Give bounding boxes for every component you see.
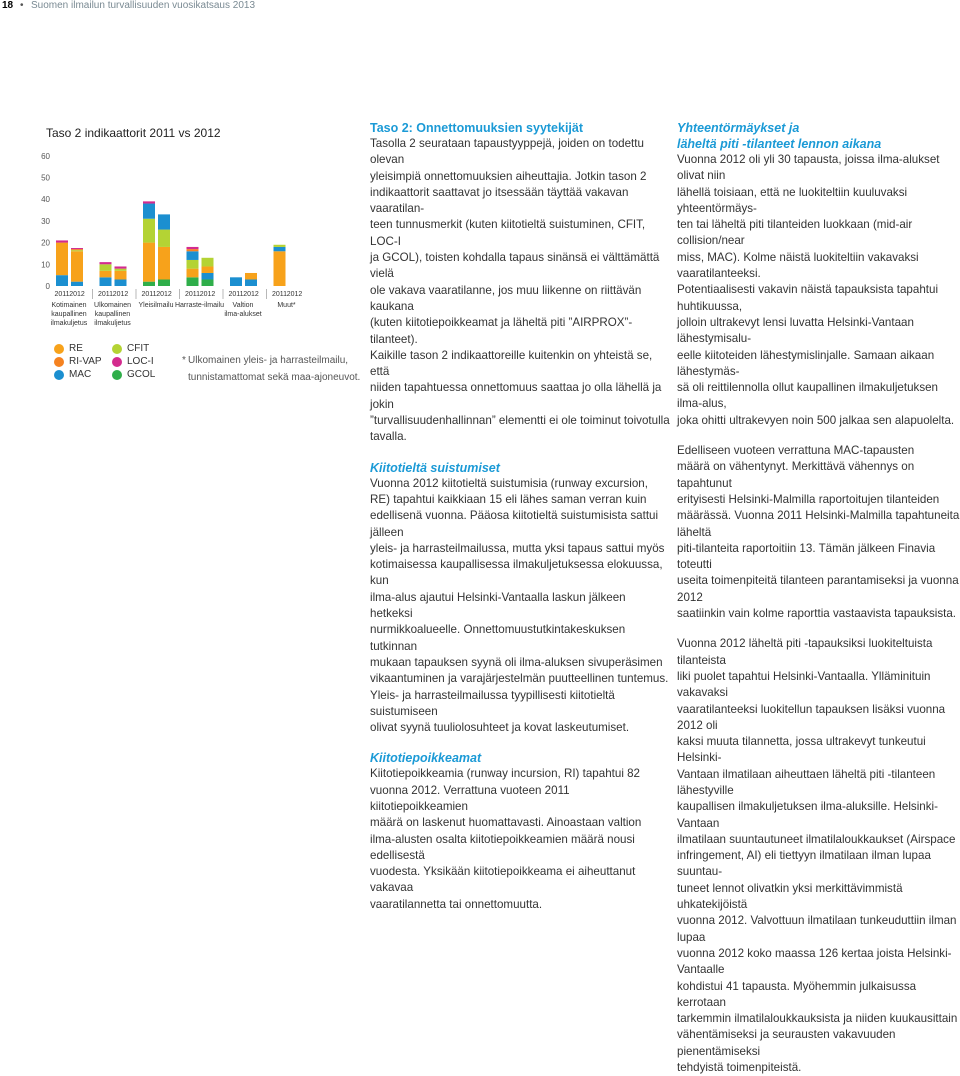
section-heading-onnettomuuksien-syytekijat: Taso 2: Onnettomuuksien syytekijät — [370, 121, 584, 135]
x-group-label: Ulkomainen — [94, 302, 131, 309]
x-group-label: ilma-alukset — [224, 311, 262, 318]
syytekijat-line: ”turvallisuudenhallinnan” elementti ei ole toiminut toivotulla — [370, 414, 670, 428]
page-header — [0, 0, 960, 12]
legend-swatch — [112, 357, 122, 367]
bar-segment-re — [274, 251, 286, 286]
y-tick-label: 40 — [41, 195, 50, 205]
syytekijat-line: tavalla. — [370, 430, 407, 444]
helsinki-vantaa-line: vuonna 2012. Valvottuun ilmatilaan tunkeuduttiin ilman lupaa — [677, 914, 957, 944]
helsinki-vantaa-line: infringement, AI) eli tiettyyn ilmatilaan ilman lupaa suuntau- — [677, 849, 931, 879]
helsinki-vantaa-line: vuonna 2012 koko maassa 126 kertaa joista Helsinki-Vantaalle — [677, 946, 952, 977]
suistumiset-line: mukaan tapauksen syynä oli ilma-aluksen sivuperäsimen — [370, 655, 663, 669]
x-year-label: 2012 — [286, 291, 303, 298]
bar-segment-cfit — [71, 250, 83, 251]
yhteentormaykset-line: miss, MAC). Kolme näistä luokiteltiin vakavaksi vaaratilanteeksi. — [677, 250, 919, 281]
yhteentormaykset-line: Vuonna 2012 oli yli 30 tapausta, joissa ilma-alukset olivat niin — [677, 153, 940, 183]
x-year-label: 2012 — [69, 291, 85, 298]
syytekijat-line: ja GCOL), toisten kohdalla tapaus sinänsä ei välttämättä vielä — [370, 251, 660, 281]
kiitotiepoikkeamat-line: määrä on laskenut huomattavasti. Ainoastaan valtion — [370, 816, 642, 830]
yhteentormaykset-line: eelle kiitoteiden lähestymislinjalle. Samaan aikaan lähestymäs- — [677, 348, 935, 378]
header-bullet: • — [20, 0, 24, 11]
footnote-mark: * — [182, 355, 186, 366]
x-year-label: 2012 — [156, 291, 172, 298]
bar-segment-cfit — [115, 269, 127, 271]
y-tick-label: 30 — [41, 216, 50, 226]
x-group-label: kaupallinen — [51, 311, 87, 318]
bar-segment-ri-vap — [71, 249, 83, 250]
section-body-mac-tapaukset — [677, 443, 960, 622]
helsinki-vantaa-line: Vantaan ilmatilaan aiheuttaen läheltä piti -tilanteen lähestyville — [677, 767, 936, 797]
x-group-label: Yleisilmailu — [138, 302, 174, 309]
bar-segment-gcol — [187, 277, 199, 286]
helsinki-vantaa-line: kaupallisen ilmakuljetuksen ilma-aluksille. Helsinki-Vantaan — [677, 800, 938, 830]
x-year-label: 2011 — [271, 291, 288, 298]
bar-segment-loc-i — [71, 248, 83, 249]
bar-segment-cfit — [187, 260, 199, 269]
section-body-syytekijat — [370, 136, 670, 446]
mac-tapaukset-line: määrässä. Vuonna 2011 Helsinki-Malmilla tapahtuneita läheltä — [677, 509, 960, 539]
chart-footnote — [182, 352, 361, 386]
suistumiset-line: edellisenä vuonna. Pääosa kiitotieltä suistumisista sattui jälleen — [370, 509, 659, 539]
legend-label: RI-VAP — [69, 356, 102, 367]
syytekijat-line: (kuten kiitotiepoikkeamat ja läheltä piti ”AIRPROX”-tilanteet). — [370, 316, 633, 346]
suistumiset-line: Vuonna 2012 kiitotieltä suistumisia (runway excursion, — [370, 476, 648, 490]
syytekijat-line: ole vakava vaaratilanne, jos muu liikenne on riittävän kaukana — [370, 283, 642, 313]
y-tick-label: 50 — [41, 173, 50, 183]
section-body-suistumiset — [370, 476, 670, 737]
x-group-label: Muut* — [277, 302, 296, 309]
bar-segment-mac — [230, 277, 242, 286]
text-column-3 — [677, 120, 960, 1076]
mac-tapaukset-line: erityisesti Helsinki-Malmilla raportoitujen tilanteiden — [677, 492, 940, 506]
suistumiset-line: nurmikkoalueelle. Onnettomuustutkintakeskuksen tutkinnan — [370, 623, 626, 653]
publication-title: Suomen ilmailun turvallisuuden vuosikatsaus 2013 — [31, 0, 256, 11]
bar-segment-mac — [143, 204, 155, 219]
yhteentormaykset-line: ten tai läheltä piti tilanteiden luokkaan (mid-air collision/near — [677, 218, 913, 248]
kiitotiepoikkeamat-line: vuodesta. Yksikään kiitotiepoikkeama ei aiheuttanut vakavaa — [370, 865, 636, 895]
y-tick-label: 0 — [45, 282, 50, 291]
syytekijat-line: indikaattorit saattavat jo itsessään täyttää vakavan vaaratilan- — [370, 185, 629, 216]
section-heading-kiitotiepoikkeamat: Kiitotiepoikkeamat — [370, 751, 482, 766]
bar-segment-re — [245, 273, 257, 280]
bar-segment-re — [115, 271, 127, 280]
bar-segment-re — [187, 269, 199, 278]
kiitotiepoikkeamat-line: ilma-alusten osalta kiitotiepoikkeamien määrä nousi edellisestä — [370, 832, 635, 862]
helsinki-vantaa-line: vaaratilanteeksi luokitellun tapauksen lisäksi vuonna 2012 oli — [677, 702, 946, 732]
helsinki-vantaa-line: Vuonna 2012 läheltä piti -tapauksiksi luokiteltuista tilanteista — [677, 637, 933, 667]
bar-segment-re — [158, 247, 170, 280]
x-year-label: 2011 — [141, 291, 157, 298]
text-column-2 — [370, 120, 670, 913]
x-group-label: Valtion — [232, 302, 254, 309]
chart-title: Taso 2 indikaattorit 2011 vs 2012 — [46, 126, 221, 140]
legend-swatch — [112, 370, 122, 380]
bar-segment-loc-i — [56, 240, 68, 242]
bar-segment-mac — [187, 251, 199, 260]
legend-label: LOC-I — [127, 356, 154, 367]
suistumiset-line: kotimaisessa kaupallisessa ilmakuljetuksessa elokuussa, kun — [370, 558, 663, 588]
yhteentormaykset-line: Potentiaalisesti vakavin näistä tapauksista tapahtui huhtikuussa, — [677, 283, 939, 313]
x-year-label: 2011 — [184, 291, 201, 298]
bar-segment-gcol — [202, 279, 214, 286]
legend-swatch — [112, 344, 122, 354]
footnote-line-2: tunnistamattomat sekä maa-ajoneuvot. — [188, 372, 361, 383]
mac-tapaukset-line: saatiinkin vain kolme raporttia vastaavista tapauksista. — [677, 607, 957, 621]
yhteentormaykset-line: joka ohitti ultrakevyen noin 500 jalkaa sen alapuolelta. — [677, 413, 955, 427]
bar-segment-cfit — [158, 230, 170, 247]
bar-segment-cfit — [143, 219, 155, 243]
legend-label: RE — [69, 343, 83, 354]
yhteentormaykset-line: lähellä toisiaan, että ne luokiteltiin kuuluvaksi yhteentörmäys- — [677, 185, 908, 215]
helsinki-vantaa-line: tarkemmin ilmatilaloukkauksista ja niiden kuukausittain — [677, 1012, 958, 1026]
syytekijat-line: yleisimpiä onnettomuuksien aiheuttajia. Jotkin tason 2 — [370, 169, 647, 183]
kiitotiepoikkeamat-line: vuonna 2012. Verrattuna vuoteen 2011 kiitotiepoikkeamien — [370, 783, 570, 813]
helsinki-vantaa-line: tehdyistä toimenpiteistä. — [677, 1061, 802, 1075]
bar-segment-cfit — [202, 258, 214, 267]
section-body-kiitotiepoikkeamat — [370, 766, 670, 913]
section-heading-kiitotielta-suistumiset: Kiitotieltä suistumiset — [370, 460, 500, 475]
suistumiset-line: Yleis- ja harrasteilmailussa tyypillisesti kiitotieltä suistumiseen — [370, 688, 615, 718]
suistumiset-line: ilma-alus ajautui Helsinki-Vantaalla laskun jälkeen hetkeksi — [370, 590, 626, 621]
kiitotiepoikkeamat-line: Kiitotiepoikkeamia (runway incursion, RI) tapahtui 82 — [370, 767, 641, 781]
x-year-label: 2011 — [54, 291, 70, 298]
bar-segment-mac — [245, 279, 257, 286]
stacked-bar-chart — [30, 142, 330, 342]
yhteentormaykset-line: jolloin ultrakevyt lensi luvatta Helsinki-Vantaan lähestymisalu- — [677, 315, 914, 346]
y-tick-label: 60 — [41, 151, 50, 161]
yhteentormaykset-line: sä oli reittilennolla ollut kaupallinen ilmakuljetuksen ilma-alus, — [677, 381, 939, 411]
bar-segment-re — [100, 271, 112, 278]
legend-swatch — [54, 344, 64, 354]
bar-segment-re — [71, 251, 83, 281]
bar-segment-loc-i — [100, 262, 112, 264]
x-year-label: 2011 — [97, 291, 114, 298]
x-group-label: ilmakuljetus — [50, 320, 88, 327]
legend-label: GCOL — [127, 369, 156, 380]
bar-segment-loc-i — [115, 266, 127, 268]
bar-segment-loc-i — [187, 247, 199, 249]
bar-segment-mac — [56, 275, 68, 286]
syytekijat-line: Kaikille tason 2 indikaattoreille kuitenkin on yhteistä se, että — [370, 348, 653, 379]
helsinki-vantaa-line: kohdistui 41 tapausta. Myöhemmin julkaisussa kerrotaan — [677, 979, 917, 1009]
legend-swatch — [54, 370, 64, 380]
bar-segment-loc-i — [143, 201, 155, 203]
x-group-label: Kotimainen — [51, 302, 87, 309]
suistumiset-line: olivat syynä tuuliolosuhteet ja kovat laskeutumiset. — [370, 721, 630, 735]
mac-tapaukset-line: määrä on vähentynyt. Merkittävä vähennys on tapahtunut — [677, 460, 915, 490]
section-body-helsinki-vantaa — [677, 636, 960, 1076]
mac-tapaukset-line: piti-tilanteita raportoitiin 13. Tämän jälkeen Finavia toteutti — [677, 541, 936, 572]
legend-swatch — [54, 357, 64, 367]
bar-segment-re — [56, 243, 68, 276]
kiitotiepoikkeamat-line: vaaratilannetta tai onnettomuutta. — [370, 897, 543, 911]
helsinki-vantaa-line: kaksi muuta tilannetta, jossa ultrakevyt tunkeutui Helsinki- — [677, 735, 926, 765]
x-group-label: Harraste-ilmailu — [174, 302, 225, 309]
x-year-label: 2012 — [112, 291, 129, 298]
footnote-line-1: Ulkomainen yleis- ja harrasteilmailu, — [188, 355, 349, 366]
bar-segment-cfit — [100, 264, 112, 271]
helsinki-vantaa-line: vähentämiseksi ja seurausten vakavuuden pienentämiseksi — [677, 1028, 896, 1058]
x-group-label: ilmakuljetus — [94, 320, 131, 327]
page-number: 18 — [2, 0, 14, 11]
section-body-yhteentormaykset — [677, 152, 960, 429]
x-group-label: kaupallinen — [94, 311, 131, 318]
x-year-label: 2012 — [243, 291, 259, 298]
suistumiset-line: vikaantuminen ja varajärjestelmän puutteellinen tuntemus. — [370, 672, 669, 686]
bar-segment-mac — [158, 214, 170, 229]
mac-tapaukset-line: Edelliseen vuoteen verrattuna MAC-tapausten — [677, 444, 915, 458]
bar-segment-gcol — [143, 282, 155, 286]
suistumiset-line: RE) tapahtui kaikkiaan 15 eli lähes saman verran kuin — [370, 492, 647, 506]
section-heading-yhteentormaykset-line-2: läheltä piti -tilanteet lennon aikana — [677, 137, 882, 151]
bar-segment-re — [202, 266, 214, 273]
syytekijat-line: teen tunnusmerkit (kuten kiitotieltä suistuminen, CFIT, LOC-I — [370, 218, 646, 248]
suistumiset-line: yleis- ja harrasteilmailussa, mutta yksi tapaus sattui myös — [370, 541, 665, 555]
bar-segment-re — [143, 243, 155, 282]
helsinki-vantaa-line: ilmatilaan suuntautuneet ilmatilaloukkaukset (Airspace — [677, 832, 956, 846]
mac-tapaukset-line: useita toimenpiteitä tilanteen parantamiseksi ja vuonna 2012 — [677, 574, 959, 604]
helsinki-vantaa-line: liki puolet tapahtui Helsinki-Vantaalla. Ylläminituin vakavaksi — [677, 669, 931, 700]
section-heading-yhteentormaykset-line-1: Yhteentörmäykset ja — [677, 121, 800, 135]
helsinki-vantaa-line: tuneet lennot olivatkin yksi merkittävimmistä uhkatekijöistä — [677, 881, 903, 912]
bar-segment-cfit — [274, 245, 286, 247]
y-tick-label: 10 — [41, 260, 50, 270]
syytekijat-line: Tasolla 2 seurataan tapaustyyppejä, joiden on todettu olevan — [370, 137, 644, 167]
y-tick-label: 20 — [41, 238, 50, 248]
syytekijat-line: niiden tapahtuessa onnettomuus saattaa jo olla lähellä ja jokin — [370, 381, 662, 411]
legend-label: CFIT — [127, 343, 150, 354]
bar-segment-gcol — [158, 279, 170, 286]
bar-segment-mac — [100, 277, 112, 286]
bar-segment-mac — [115, 279, 127, 286]
legend-label: MAC — [69, 369, 92, 380]
bar-segment-ri-vap — [187, 249, 199, 251]
x-year-label: 2012 — [199, 291, 216, 298]
bar-segment-mac — [71, 282, 83, 286]
bar-segment-mac — [274, 247, 286, 251]
x-year-label: 2011 — [228, 291, 244, 298]
bar-segment-mac — [202, 273, 214, 280]
